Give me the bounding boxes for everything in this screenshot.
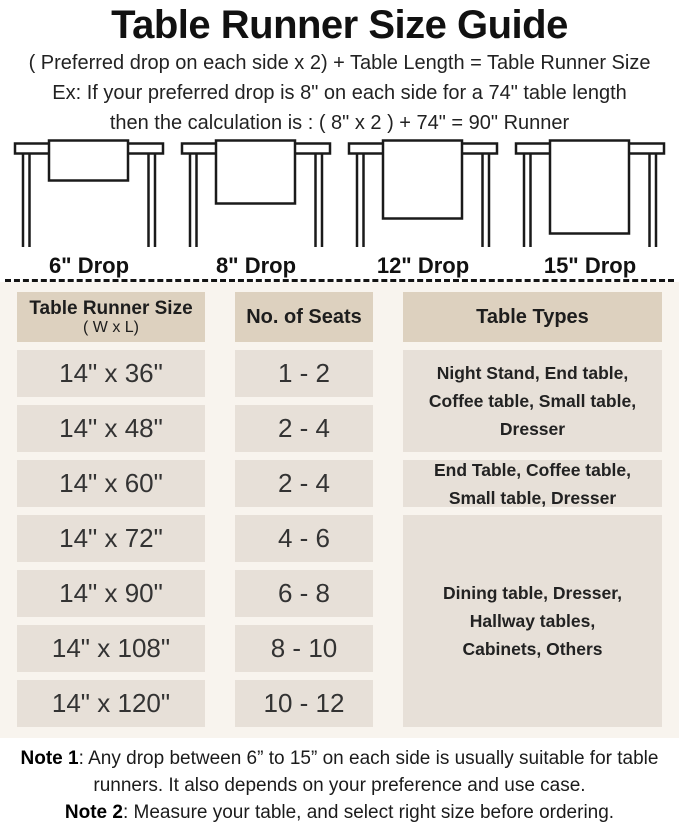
guide-header bbox=[0, 0, 679, 138]
note-1 bbox=[8, 745, 671, 799]
header-seats: No. of Seats bbox=[235, 292, 373, 342]
note-2-label: Note 2 bbox=[64, 802, 123, 823]
size-cell: 14" x 108" bbox=[17, 625, 205, 672]
size-table bbox=[17, 292, 662, 727]
note-1-text: : Any drop between 6” to 15” on each side is usually suitable for table runners. It also depends on your preference and use case. bbox=[78, 748, 659, 796]
table-drop-6-icon bbox=[13, 139, 165, 249]
drop-label-15: 15" Drop bbox=[543, 253, 637, 278]
note-2 bbox=[8, 799, 671, 826]
table-types-group-3 bbox=[403, 515, 662, 727]
size-cell: 14" x 120" bbox=[17, 680, 205, 727]
drop-figure-6 bbox=[13, 139, 165, 279]
header-runner-size-title: Table Runner Size bbox=[29, 297, 193, 319]
table-types-group-2-text: End Table, Coffee table, Small table, Dresser bbox=[433, 459, 632, 508]
size-table-section bbox=[0, 282, 679, 738]
seats-cell: 2 - 4 bbox=[235, 460, 373, 507]
notes-section bbox=[0, 738, 679, 826]
drop-figure-8 bbox=[180, 139, 332, 279]
page-title-text: Table Runner Size Guide bbox=[111, 3, 568, 47]
seats-cell: 1 - 2 bbox=[235, 350, 373, 397]
header-table-types: Table Types bbox=[403, 292, 662, 342]
drop-figure-15 bbox=[514, 139, 666, 279]
seats-cell: 8 - 10 bbox=[235, 625, 373, 672]
seats-cell: 6 - 8 bbox=[235, 570, 373, 617]
note-2-text: : Measure your table, and select right size before ordering. bbox=[122, 802, 615, 823]
size-cell: 14" x 90" bbox=[17, 570, 205, 617]
drop-figures bbox=[0, 138, 679, 279]
table-drop-15-icon bbox=[514, 139, 666, 249]
table-types-group-2 bbox=[403, 460, 662, 507]
example-line-2: then the calculation is : ( 8" x 2 ) + 74" = 90" Runner bbox=[109, 112, 570, 134]
note-1-label: Note 1 bbox=[20, 748, 79, 769]
seats-cell: 2 - 4 bbox=[235, 405, 373, 452]
seats-cell: 10 - 12 bbox=[235, 680, 373, 727]
table-types-group-1 bbox=[403, 350, 662, 452]
size-cell: 14" x 48" bbox=[17, 405, 205, 452]
drop-figure-12 bbox=[347, 139, 499, 279]
drop-label-12: 12" Drop bbox=[376, 253, 470, 278]
drop-label-8: 8" Drop bbox=[215, 253, 297, 278]
size-cell: 14" x 72" bbox=[17, 515, 205, 562]
table-drop-12-icon bbox=[347, 139, 499, 249]
header-runner-size-sub: ( W x L) bbox=[83, 318, 139, 336]
table-types-group-3-text: Dining table, Dresser, Hallway tables, Cabinets, Others bbox=[443, 583, 622, 659]
formula-line: ( Preferred drop on each side x 2) + Table Length = Table Runner Size bbox=[28, 52, 651, 74]
drop-label-6: 6" Drop bbox=[48, 253, 130, 278]
example-line-1: Ex: If your preferred drop is 8" on each side for a 74" table length bbox=[52, 82, 627, 104]
table-types-group-1-text: Night Stand, End table, Coffee table, Small table, Dresser bbox=[428, 363, 637, 439]
seats-cell: 4 - 6 bbox=[235, 515, 373, 562]
size-cell: 14" x 60" bbox=[17, 460, 205, 507]
page-title bbox=[0, 0, 679, 48]
table-drop-8-icon bbox=[180, 139, 332, 249]
header-runner-size bbox=[17, 292, 205, 342]
size-cell: 14" x 36" bbox=[17, 350, 205, 397]
